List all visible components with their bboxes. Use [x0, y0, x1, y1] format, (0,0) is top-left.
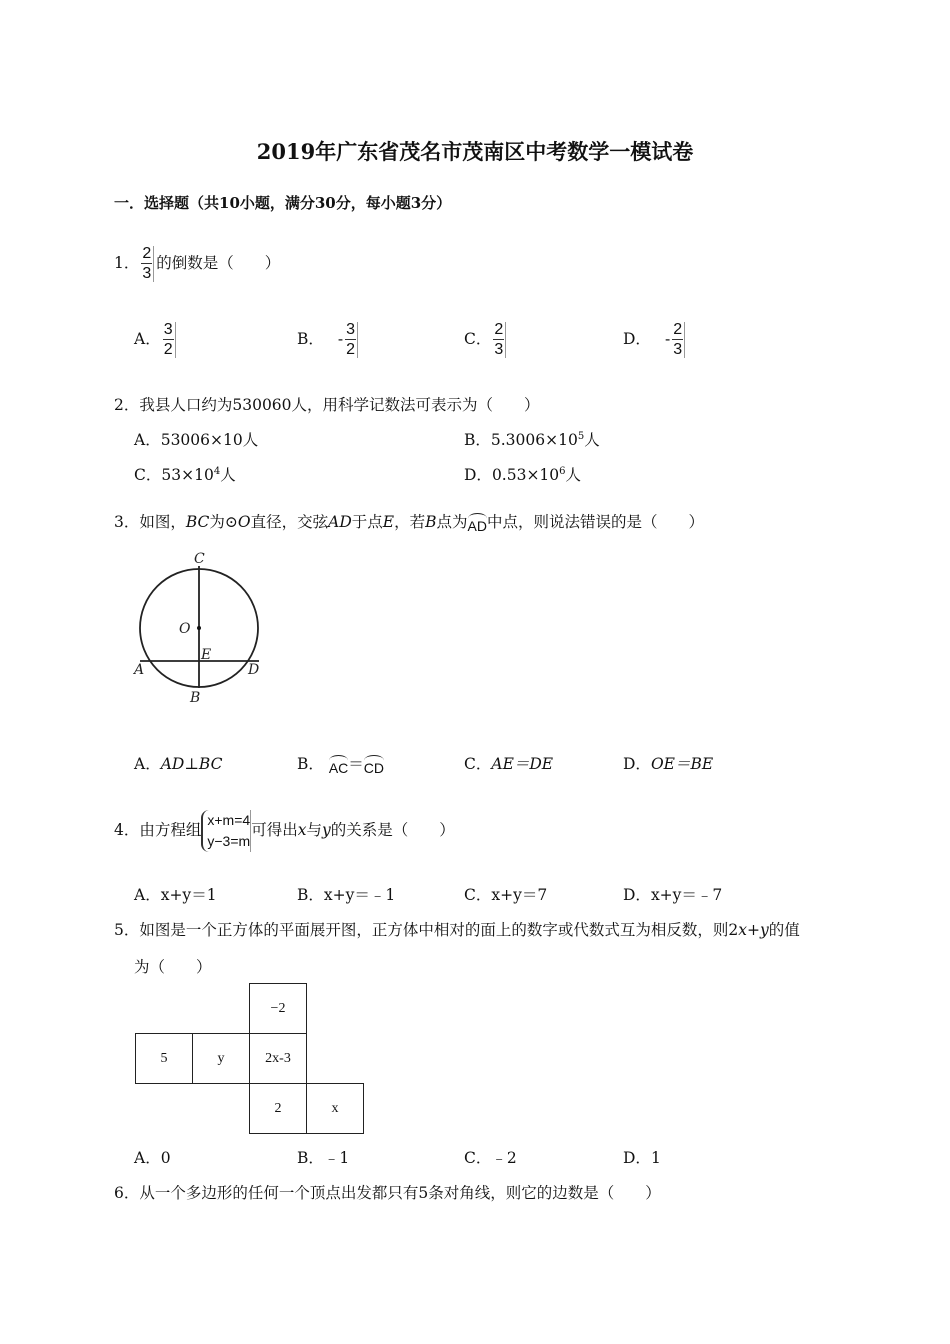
question-1	[114, 246, 280, 282]
arc-notation: AD	[468, 513, 487, 533]
fraction: $\frac{3}{2}$	[163, 322, 176, 358]
option-c[interactable]: C．x+y＝7	[464, 886, 548, 904]
option-b[interactable]: B．﹣1	[297, 1149, 350, 1167]
option-d[interactable]: D．$0.53\times 10^6$人	[464, 465, 582, 484]
option-a[interactable]: A．x+y＝1	[134, 886, 217, 904]
fraction: $\frac{2}{3}$	[493, 322, 506, 358]
equation-system: x+m=4 y−3=m	[201, 810, 251, 852]
option-b[interactable]: B． AC＝CD	[297, 755, 385, 776]
option-c[interactable]: C． $\frac{2}{3}$	[464, 322, 508, 358]
label-a: A	[134, 662, 145, 678]
label-o: O	[179, 621, 191, 637]
question-3: 3．如图，BC为⊙O直径，交弦AD于点E，若B点为AD中点，则说法错误的是（ ）	[114, 513, 705, 534]
section-heading: 一．选择题（共10小题，满分30分，每小题3分）	[114, 194, 452, 212]
page-title: 2019年广东省茂名市茂南区中考数学一模试卷	[256, 139, 694, 164]
cube-net	[135, 983, 364, 1134]
option-d[interactable]: D．x+y＝﹣7	[623, 886, 723, 904]
question-5: 5．如图是一个正方体的平面展开图，正方体中相对的面上的数字或代数式互为相反数，则2x+y的值	[114, 921, 800, 939]
label-c: C	[194, 551, 205, 567]
net-cell: y	[193, 1034, 250, 1084]
question-text: 的倒数是（ ）	[156, 254, 281, 272]
question-5-line2: 为（ ）	[134, 958, 212, 976]
option-d[interactable]: D．OE＝BE	[623, 755, 714, 773]
net-cell: −2	[250, 984, 307, 1034]
net-cell: 5	[136, 1034, 193, 1084]
option-a[interactable]: A．AD⊥BC	[134, 755, 223, 773]
arc-cd: CD	[364, 755, 384, 775]
option-a[interactable]: A． $\frac{3}{2}$	[134, 322, 178, 358]
center-point	[197, 626, 201, 630]
option-d[interactable]: D． - $\frac{2}{3}$	[623, 322, 687, 358]
circle-figure	[130, 548, 265, 708]
fraction: $\frac{3}{2}$	[345, 322, 358, 358]
net-cell: 2x-3	[250, 1034, 307, 1084]
arc-ac: AC	[329, 755, 348, 775]
label-b: B	[190, 690, 201, 706]
option-b[interactable]: B．x+y＝﹣1	[297, 886, 396, 904]
option-a[interactable]: A．0	[134, 1149, 171, 1167]
fraction: $\frac{2}{3}$	[672, 322, 685, 358]
option-c[interactable]: C．﹣2	[464, 1149, 517, 1167]
net-cell: 2	[250, 1084, 307, 1134]
question-6: 6．从一个多边形的任何一个顶点出发都只有5条对角线，则它的边数是（ ）	[114, 1184, 661, 1202]
fraction: $\frac{2}{3}$	[141, 246, 154, 282]
label-e: E	[201, 647, 212, 663]
option-b[interactable]: B．$5.3006\times 10^5$人	[464, 430, 600, 449]
option-c[interactable]: C．$53\times 10^4$人	[134, 465, 236, 484]
question-4: 4．由方程组 x+m=4 y−3=m 可得出x与y的关系是（ ）	[114, 810, 455, 852]
option-b[interactable]: B． - $\frac{3}{2}$	[297, 322, 360, 358]
option-d[interactable]: D．1	[623, 1149, 661, 1167]
label-d: D	[248, 662, 260, 678]
question-2: 2．我县人口约为530060人，用科学记数法可表示为（ ）	[114, 396, 540, 414]
option-c[interactable]: C．AE＝DE	[464, 755, 554, 773]
option-a[interactable]: A．53006×10人	[134, 431, 259, 449]
question-number: 1．	[114, 254, 140, 272]
net-cell: x	[307, 1084, 364, 1134]
